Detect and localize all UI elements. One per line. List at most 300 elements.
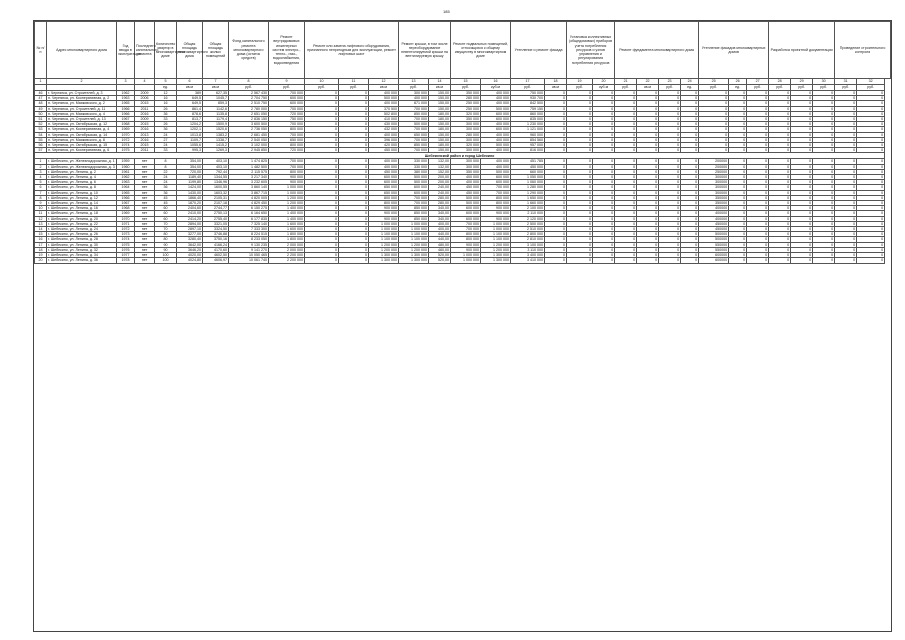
table-cell: 0: [545, 227, 567, 232]
table-cell: 0: [593, 143, 615, 148]
table-cell: 0: [857, 111, 885, 116]
table-cell: 1 300 000: [399, 253, 429, 258]
table-cell: 8 224 515: [229, 232, 269, 237]
table-cell: нет: [135, 159, 155, 164]
table-cell: 0: [747, 242, 769, 247]
table-cell: 0: [545, 143, 567, 148]
table-cell: 0: [813, 132, 835, 137]
unit-cell: кв.м: [369, 85, 399, 91]
table-cell: 0: [835, 190, 857, 195]
table-cell: 1 200 000: [369, 242, 399, 247]
table-cell: 0: [593, 106, 615, 111]
table-cell: 0: [699, 132, 729, 137]
address-cell: г. Шебекино, ул. Ленина, д. 2: [47, 169, 117, 174]
table-cell: 150,00: [429, 106, 451, 111]
table-cell: 0: [857, 175, 885, 180]
address-cell: г. Шебекино, ул. Железнодорожная, д. 3: [48, 164, 115, 169]
table-cell: 7: [35, 190, 47, 195]
table-cell: 0: [769, 206, 791, 211]
table-cell: 0: [339, 247, 369, 252]
table-cell: 2744,77: [203, 206, 229, 211]
table-cell: 0: [813, 221, 835, 226]
table-cell: 0: [545, 111, 567, 116]
table-cell: 0: [747, 190, 769, 195]
table-cell: 0: [857, 106, 885, 111]
table-cell: 33: [155, 148, 177, 153]
table-cell: 0: [747, 247, 769, 252]
table-cell: 0: [637, 216, 659, 221]
table-cell: 16: [35, 237, 47, 242]
table-cell: 60: [155, 216, 177, 221]
table-cell: 0: [769, 227, 791, 232]
table-cell: 700 000: [269, 164, 305, 169]
table-cell: 0: [699, 96, 729, 101]
table-cell: 700 000: [399, 117, 429, 122]
column-header: Адрес многоквартирного дома: [47, 22, 117, 79]
table-cell: нет: [135, 190, 155, 195]
table-cell: 0: [791, 122, 813, 127]
table-cell: 1 100 000: [481, 237, 511, 242]
table-cell: 0: [769, 175, 791, 180]
table-cell: 354,00: [177, 159, 203, 164]
table-cell: 0: [857, 221, 885, 226]
table-cell: 3 100 000: [511, 242, 545, 247]
table-cell: 0: [545, 164, 567, 169]
table-cell: 0: [857, 148, 885, 153]
address-cell: п. Чернянка, ул. Строителей, д. 11: [47, 106, 117, 111]
table-cell: 520,00: [429, 258, 451, 263]
table-cell: 3 400 000: [511, 253, 545, 258]
table-cell: 1968: [117, 122, 135, 127]
table-cell: 480,00: [429, 242, 451, 247]
table-cell: 0: [567, 221, 593, 226]
table-cell: 0: [747, 96, 769, 101]
table-cell: 0: [747, 122, 769, 127]
table-cell: 0: [567, 111, 593, 116]
table-cell: 0: [637, 148, 659, 153]
table-cell: 1 200 000: [399, 247, 429, 252]
table-cell: 0: [857, 253, 885, 258]
table-cell: 0: [305, 190, 339, 195]
table-cell: 0: [791, 237, 813, 242]
table-cell: 0: [545, 96, 567, 101]
table-header-row: [35, 22, 891, 79]
table-cell: 0: [339, 148, 369, 153]
table-cell: 0: [545, 137, 567, 142]
table-cell: 70: [155, 221, 177, 226]
address-cell: п. Чернянка, ул. Маяковского, д. 2: [47, 101, 117, 106]
table-cell: 1 200 000: [481, 242, 511, 247]
table-cell: 0: [769, 117, 791, 122]
table-cell: 280 000: [451, 96, 481, 101]
table-cell: 3 232 605: [229, 180, 269, 185]
table-cell: 0: [637, 180, 659, 185]
table-cell: 400 000: [481, 122, 511, 127]
table-cell: 0: [615, 190, 637, 195]
table-cell: 0: [699, 127, 729, 132]
table-cell: 52: [35, 122, 47, 127]
table-cell: 650 000: [369, 185, 399, 190]
table-cell: 0: [857, 164, 885, 169]
table-cell: нет: [135, 253, 155, 258]
table-cell: 150,00: [429, 91, 451, 96]
table-cell: 0: [769, 232, 791, 237]
table-cell: 1 400 000: [269, 216, 305, 221]
table-cell: 22: [155, 169, 177, 174]
table-cell: 3 867 715: [229, 190, 269, 195]
table-cell: 0: [659, 201, 681, 206]
column-header: № п/п: [35, 22, 47, 79]
table-cell: 1973: [117, 232, 135, 237]
table-cell: 400 000: [451, 180, 481, 185]
table-cell: 0: [615, 195, 637, 200]
unit-cell: кв.м: [545, 85, 567, 91]
table-cell: 0: [637, 106, 659, 111]
table-cell: 0: [615, 201, 637, 206]
table-cell: 0: [813, 117, 835, 122]
table-cell: 450 000: [369, 169, 399, 174]
table-cell: 0: [769, 164, 791, 169]
table-cell: 400000: [699, 216, 729, 221]
unit-cell: руб.: [511, 85, 545, 91]
table-cell: 800 000: [269, 127, 305, 132]
table-cell: 400 000: [369, 164, 399, 169]
table-cell: 5: [35, 180, 47, 185]
table-cell: 280 000: [451, 132, 481, 137]
table-cell: 600 000: [451, 206, 481, 211]
table-cell: 0: [835, 180, 857, 185]
column-number-cell: 20: [593, 79, 615, 85]
table-cell: 500 000: [481, 169, 511, 174]
table-cell: 1013,8: [177, 132, 203, 137]
table-cell: 0: [615, 143, 637, 148]
table-cell: 80: [155, 232, 177, 237]
table-cell: 403,10: [203, 164, 229, 169]
table-cell: 300000: [699, 180, 729, 185]
table-cell: 0: [857, 190, 885, 195]
table-cell: 6 150 275: [229, 206, 269, 211]
table-cell: 0: [857, 227, 885, 232]
unit-cell: руб.: [567, 85, 593, 91]
table-cell: 4606,97: [203, 258, 229, 263]
table-cell: 0: [615, 106, 637, 111]
table-cell: 26: [155, 106, 177, 111]
unit-cell: руб.: [229, 85, 269, 91]
table-cell: 0: [769, 127, 791, 132]
table-cell: 0: [637, 143, 659, 148]
table-cell: 0: [729, 96, 747, 101]
column-number-cell: 25: [699, 79, 729, 85]
table-cell: 1966: [117, 111, 135, 116]
table-cell: 813,7: [177, 117, 203, 122]
table-cell: 0: [339, 132, 369, 137]
table-cell: 2107,18: [203, 201, 229, 206]
table-cell: 1179,4: [203, 117, 229, 122]
table-cell: 878,6: [177, 111, 203, 116]
table-cell: 0: [339, 190, 369, 195]
table-cell: 16: [155, 96, 177, 101]
table-cell: 700 000: [481, 190, 511, 195]
column-number-cell: 8: [229, 79, 269, 85]
table-cell: 0: [615, 227, 637, 232]
table-cell: 0: [545, 190, 567, 195]
table-cell: 0: [339, 96, 369, 101]
table-cell: 0: [567, 91, 593, 96]
table-cell: 0: [567, 195, 593, 200]
table-cell: 1 200 000: [481, 247, 511, 252]
table-cell: 1 474 825: [229, 159, 269, 164]
table-cell: 0: [769, 216, 791, 221]
table-cell: 0: [835, 253, 857, 258]
table-cell: 0: [339, 169, 369, 174]
table-cell: 36: [155, 190, 177, 195]
table-cell: 750 000: [511, 91, 545, 96]
unit-cell: кв.м: [637, 85, 659, 91]
table-cell: 0: [545, 253, 567, 258]
table-cell: 0: [835, 132, 857, 137]
table-cell: 150,00: [429, 101, 451, 106]
table-cell: 55: [35, 137, 47, 142]
table-cell: 1 000 000: [481, 227, 511, 232]
table-cell: 0: [699, 106, 729, 111]
table-cell: 0: [791, 164, 813, 169]
table-cell: 0: [729, 132, 747, 137]
table-cell: 0: [769, 122, 791, 127]
table-cell: 0: [615, 237, 637, 242]
table-cell: 0: [339, 111, 369, 116]
table-cell: 0: [659, 258, 681, 263]
table-cell: 1 050 000: [511, 175, 545, 180]
table-cell: 600 000: [399, 190, 429, 195]
table-cell: 0: [637, 159, 659, 164]
table-cell: 0: [791, 185, 813, 190]
table-cell: 0: [729, 242, 747, 247]
address-cell: г. Шебекино, ул. Ленина, д. 24: [47, 227, 117, 232]
table-cell: 0: [747, 132, 769, 137]
table-cell: 0: [659, 127, 681, 132]
table-cell: 6 164 650: [229, 211, 269, 216]
table-cell: 350000: [699, 201, 729, 206]
table-cell: 0: [813, 216, 835, 221]
table-cell: 1 000 000: [399, 227, 429, 232]
table-cell: 0: [857, 195, 885, 200]
column-number-cell: 24: [681, 79, 699, 85]
table-cell: 0: [615, 159, 637, 164]
unit-cell: руб.: [659, 85, 681, 91]
column-number-cell: 32: [857, 79, 885, 85]
table-cell: 0: [637, 227, 659, 232]
table-cell: 700 000: [399, 195, 429, 200]
table-cell: 1970: [117, 216, 135, 221]
unit-cell: руб.: [399, 85, 429, 91]
table-cell: 0: [615, 137, 637, 142]
table-cell: 11: [35, 211, 47, 216]
table-cell: 800 000: [269, 169, 305, 174]
table-cell: 0: [615, 253, 637, 258]
table-cell: 0: [681, 190, 699, 195]
table-cell: 1 000 000: [269, 190, 305, 195]
table-cell: 0: [681, 127, 699, 132]
unit-cell: кв.м: [429, 85, 451, 91]
table-cell: 700 000: [399, 106, 429, 111]
table-cell: 1 000 000: [399, 221, 429, 226]
table-cell: 200,00: [429, 180, 451, 185]
table-cell: 0: [637, 206, 659, 211]
table-cell: 800 000: [481, 195, 511, 200]
table-cell: 1: [35, 159, 47, 164]
address-cell: г. Шебекино, ул. Ленина, д. 8: [47, 185, 117, 190]
table-cell: 0: [813, 122, 835, 127]
table-cell: 0: [567, 211, 593, 216]
table-cell: 0: [835, 148, 857, 153]
table-cell: 1520,6: [203, 127, 229, 132]
table-cell: 0: [769, 237, 791, 242]
table-cell: 0: [659, 247, 681, 252]
table-cell: 700 000: [269, 91, 305, 96]
table-cell: 2 000 000: [269, 242, 305, 247]
table-cell: 1965: [117, 101, 135, 106]
table-cell: 0: [857, 122, 885, 127]
table-cell: 861,4: [177, 106, 203, 111]
table-cell: 0: [835, 96, 857, 101]
table-cell: 4: [35, 175, 47, 180]
table-cell: 0: [615, 175, 637, 180]
table-cell: 0: [791, 201, 813, 206]
column-header: Общая площадь жилых помещений: [203, 22, 229, 79]
table-cell: 1415,2: [203, 143, 229, 148]
table-cell: 150,00: [429, 148, 451, 153]
table-cell: 0: [769, 111, 791, 116]
table-cell: 1 100 000: [399, 237, 429, 242]
table-cell: 2015: [135, 122, 155, 127]
table-cell: 33: [155, 117, 177, 122]
table-cell: 0: [681, 227, 699, 232]
table-cell: 700 000: [399, 137, 429, 142]
table-cell: 0: [791, 132, 813, 137]
table-cell: 0: [567, 232, 593, 237]
table-cell: 0: [729, 169, 747, 174]
table-cell: 0: [615, 247, 637, 252]
column-header: Ремонт крыши, в том числе переоборудование невентилируемой крыши на вентилируемую крышу: [399, 22, 451, 79]
table-cell: 0: [699, 122, 729, 127]
table-cell: 250000: [699, 169, 729, 174]
table-cell: 0: [747, 227, 769, 232]
table-cell: 1966: [117, 106, 135, 111]
table-cell: 500 000: [399, 122, 429, 127]
table-cell: 1 300 000: [369, 253, 399, 258]
table-cell: 0: [567, 247, 593, 252]
address-cell: г. Шебекино, ул. Ленина, д. 16: [47, 206, 117, 211]
table-cell: 300 000: [451, 164, 481, 169]
table-cell: 0: [791, 221, 813, 226]
table-cell: 1 600 000: [269, 221, 305, 226]
table-cell: 0: [729, 91, 747, 96]
table-cell: 957 000: [511, 143, 545, 148]
table-cell: 0: [593, 96, 615, 101]
table-cell: 600 000: [369, 175, 399, 180]
table-cell: 47: [35, 96, 47, 101]
table-cell: 0: [545, 169, 567, 174]
table-cell: 0: [567, 143, 593, 148]
table-cell: 871 000: [399, 101, 429, 106]
table-cell: 0: [813, 180, 835, 185]
table-cell: 0: [747, 137, 769, 142]
table-cell: 0: [747, 91, 769, 96]
table-cell: 300000: [699, 185, 729, 190]
table-cell: 1045,7: [203, 96, 229, 101]
table-cell: 8 233 050: [229, 237, 269, 242]
table-cell: 0: [729, 216, 747, 221]
address-cell: г. Шебекино, ул. Железнодорожная, д. 1: [48, 159, 115, 164]
table-cell: 0: [339, 91, 369, 96]
table-cell: 1971: [117, 221, 135, 226]
table-cell: 550000: [699, 247, 729, 252]
table-cell: 450 000: [369, 148, 399, 153]
column-number-cell: 5: [155, 79, 177, 85]
table-cell: 1 280 000: [511, 185, 545, 190]
table-cell: 0: [769, 195, 791, 200]
column-header: Количество квартир в многоквартирном доме: [155, 22, 177, 79]
table-cell: 0: [681, 247, 699, 252]
table-cell: 0: [813, 258, 835, 263]
table-cell: 0: [567, 101, 593, 106]
table-cell: 240,00: [429, 190, 451, 195]
table-cell: 54: [35, 132, 47, 137]
table-cell: 0: [545, 201, 567, 206]
table-cell: 0: [305, 221, 339, 226]
table-cell: 0: [791, 159, 813, 164]
table-cell: 0: [339, 164, 369, 169]
table-cell: 0: [769, 253, 791, 258]
table-cell: 0: [835, 111, 857, 116]
table-cell: 2 110 000: [511, 211, 545, 216]
table-cell: 0: [593, 211, 615, 216]
table-cell: 180,00: [429, 143, 451, 148]
table-cell: 7 333 300: [229, 227, 269, 232]
table-cell: 1346,96: [203, 180, 229, 185]
table-cell: 0: [593, 206, 615, 211]
column-number-cell: 12: [369, 79, 399, 85]
table-cell: 49: [35, 106, 47, 111]
table-cell: 1269,3: [203, 148, 229, 153]
table-cell: 0: [681, 201, 699, 206]
unit-cell: руб.: [269, 85, 305, 91]
table-cell: нет: [135, 232, 155, 237]
table-cell: нет: [135, 227, 155, 232]
table-cell: 0: [659, 132, 681, 137]
table-cell: 1964: [117, 185, 135, 190]
table-cell: 0: [835, 117, 857, 122]
table-cell: 600 000: [481, 111, 511, 116]
table-cell: 900 000: [369, 206, 399, 211]
table-cell: 2 200 000: [269, 253, 305, 258]
table-cell: 0: [339, 175, 369, 180]
table-cell: 0: [699, 137, 729, 142]
table-cell: 19: [35, 253, 47, 258]
table-cell: 0: [791, 91, 813, 96]
table-cell: 0: [747, 232, 769, 237]
table-cell: 800 000: [451, 237, 481, 242]
table-cell: 0: [729, 185, 747, 190]
table-cell: 3 860 140: [229, 185, 269, 190]
table-cell: 0: [615, 111, 637, 116]
table-cell: 1978: [117, 258, 135, 263]
table-cell: 0: [681, 111, 699, 116]
table-cell: 400 000: [481, 137, 511, 142]
table-cell: 16: [155, 101, 177, 106]
page-number: 185: [443, 9, 450, 14]
table-cell: 2 510 000: [511, 227, 545, 232]
